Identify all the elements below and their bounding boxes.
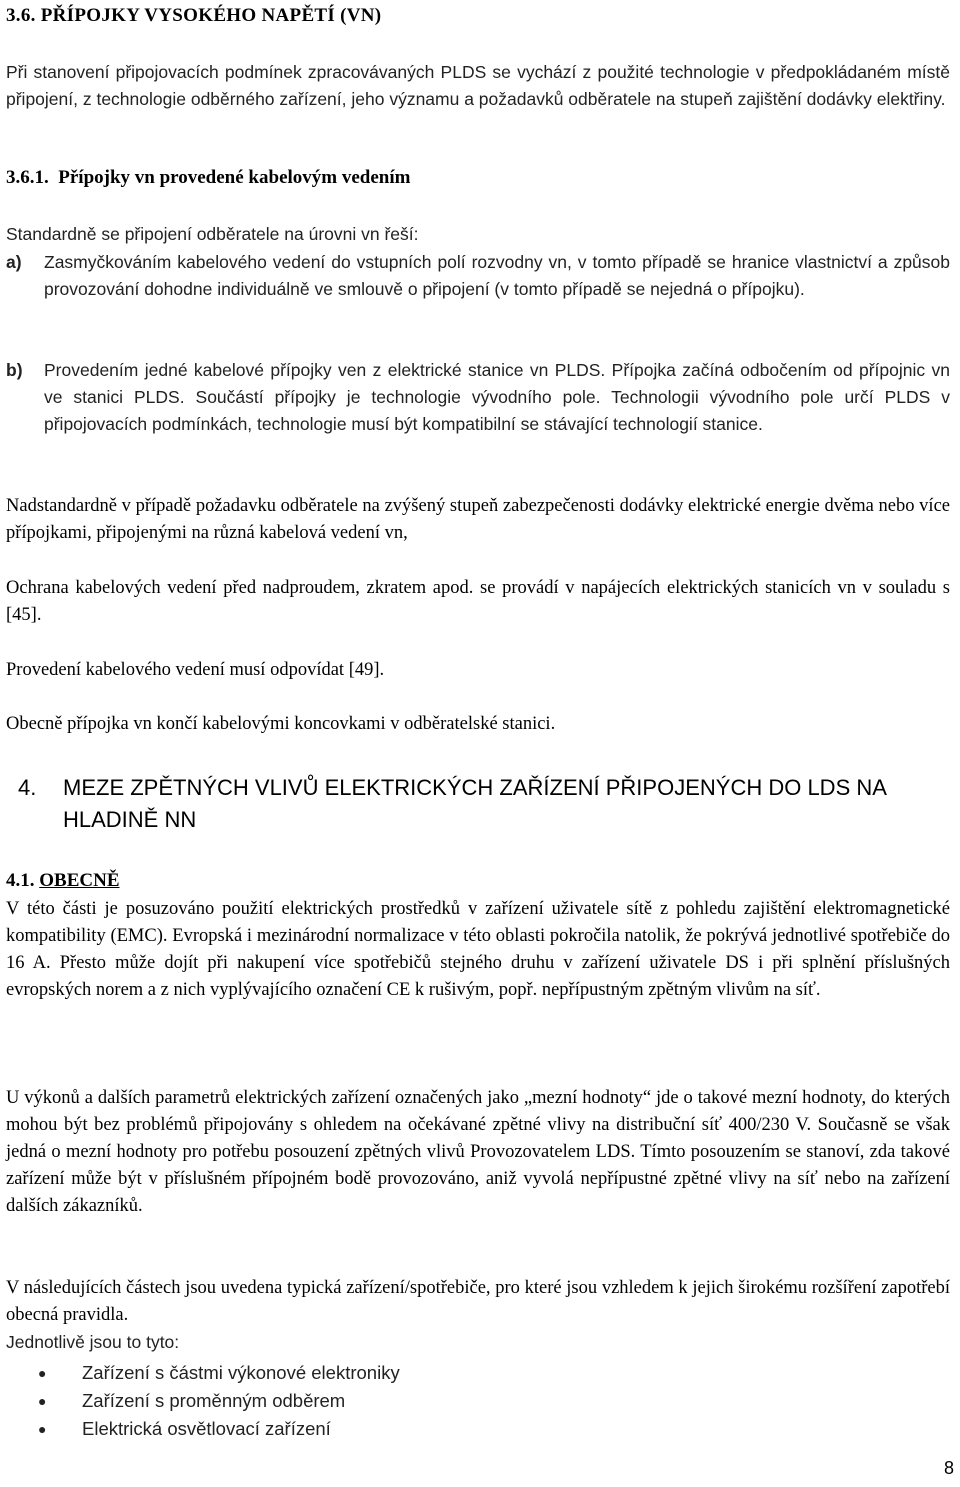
- item-a: [6, 249, 950, 303]
- paragraph-ochrana: Ochrana kabelových vedení před nadproudem, zkratem apod. se provádí v napájecích elektrických stanicích vn v souladu s [45].: [6, 578, 950, 625]
- list-lead: Jednotlivě jsou to tyto:: [6, 1332, 180, 1352]
- item-a-label: a): [6, 252, 22, 272]
- list-item: ● Elektrická osvětlovací zařízení: [6, 1415, 400, 1443]
- item-b: [6, 357, 950, 438]
- paragraph-nadstandard: Nadstandardně v případě požadavku odběratele na zvýšený stupeň zabezpečenosti dodávky elektrické energie dvěma nebo více přípojkami, připojenými na různá kabelová vedení vn,: [6, 496, 950, 543]
- page-number: 8: [943, 1458, 954, 1478]
- chapter-title-line2: HLADINĚ NN: [63, 807, 197, 832]
- paragraph-provedeni: Provedení kabelového vedení musí odpovídat [49].: [6, 660, 385, 680]
- paragraph-obecne-pripojka: Obecně přípojka vn končí kabelovými koncovkami v odběratelské stanici.: [6, 714, 556, 734]
- chapter-4-heading: [18, 772, 948, 836]
- section-title: Přípojky vn provedené kabelovým vedením: [58, 167, 411, 188]
- section-4-1-number: 4.1.: [6, 870, 35, 891]
- list-item: ● Zařízení s částmi výkonové elektroniky: [6, 1359, 400, 1387]
- item-b-label: b): [6, 360, 23, 380]
- device-list: [6, 1359, 400, 1443]
- section-3-6-intro: Při stanovení připojovacích podmínek zpracovávaných PLDS se vychází z použité technologie v předpokládaném místě připojení, z technologie odběrného zařízení, jeho významu a požadavků odběratele na stupeň zajištění dodávky elektřiny.: [6, 62, 950, 109]
- section-3-6-1-heading: [6, 167, 410, 189]
- chapter-number: 4.: [18, 775, 37, 800]
- chapter-4-title: [18, 772, 948, 804]
- chapter-title-line1: MEZE ZPĚTNÝCH VLIVŮ ELEKTRICKÝCH ZAŘÍZENÍ PŘIPOJENÝCH DO LDS NA: [63, 775, 887, 800]
- section-3-6-1-lead: Standardně se připojení odběratele na úrovni vn řeší:: [6, 224, 419, 244]
- list-item: ● Zařízení s proměnným odběrem: [6, 1387, 400, 1415]
- chapter-4-title-cont: [18, 804, 948, 836]
- item-a-text: Zasmyčkováním kabelového vedení do vstupních polí rozvodny vn, v tomto případě se hranice vlastnictví a způsob provozování dohodne individuálně ve smlouvě o připojení (v tomto případě se nejedná o přípojku).: [44, 252, 950, 299]
- section-4-1-heading: [6, 870, 120, 892]
- section-4-1-paragraph-2: U výkonů a dalších parametrů elektrických zařízení označených jako „mezní hodnoty“ jde o takové mezní hodnoty, do kterých mohou být bez problémů připojovány s ohledem na očekávané zpětné vlivy na distribuční síť 400/230 V. Současně se však jedná o mezní hodnoty pro potřebu posouzení zpětných vlivů Provozovatelem LDS. Tímto posouzením se stanoví, zda takové zařízení může být v příslušném přípojném bodě provozováno, aniž vyvolá nepřípustné zpětné vlivy na síť nebo na zařízení dalších zákazníků.: [6, 1088, 950, 1216]
- section-4-1-title: OBECNĚ: [39, 870, 120, 891]
- section-number: 3.6.1.: [6, 167, 49, 188]
- section-3-6-heading: 3.6. PŘÍPOJKY VYSOKÉHO NAPĚTÍ (VN): [6, 5, 382, 26]
- section-4-1-paragraph-3: V následujících částech jsou uvedena typická zařízení/spotřebiče, pro které jsou vzhledem k jejich širokému rozšíření zapotřebí obecná pravidla.: [6, 1278, 950, 1325]
- section-4-1-paragraph-1: V této části je posuzováno použití elektrických prostředků v zařízení uživatele sítě z pohledu zajištění elektromagnetické kompatibility (EMC). Evropská i mezinárodní normalizace v této oblasti pokročila natolik, že pokrývá jednotlivé spotřebiče do 16 A. Přesto může dojít při nakupení více spotřebičů stejného druhu v zařízení uživatele DS i při splnění příslušných evropských norem a z nich vyplývajícího označení CE k rušivým, popř. nepřípustným zpětným vlivům na síť.: [6, 899, 950, 1000]
- item-b-text: Provedením jedné kabelové přípojky ven z elektrické stanice vn PLDS. Přípojka začíná odbočením od přípojnic vn ve stanici PLDS. Součástí přípojky je technologie vývodního pole. Technologii vývodního pole určí PLDS v připojovacích podmínkách, technologie musí být kompatibilní se stávající technologií stanice.: [44, 360, 950, 434]
